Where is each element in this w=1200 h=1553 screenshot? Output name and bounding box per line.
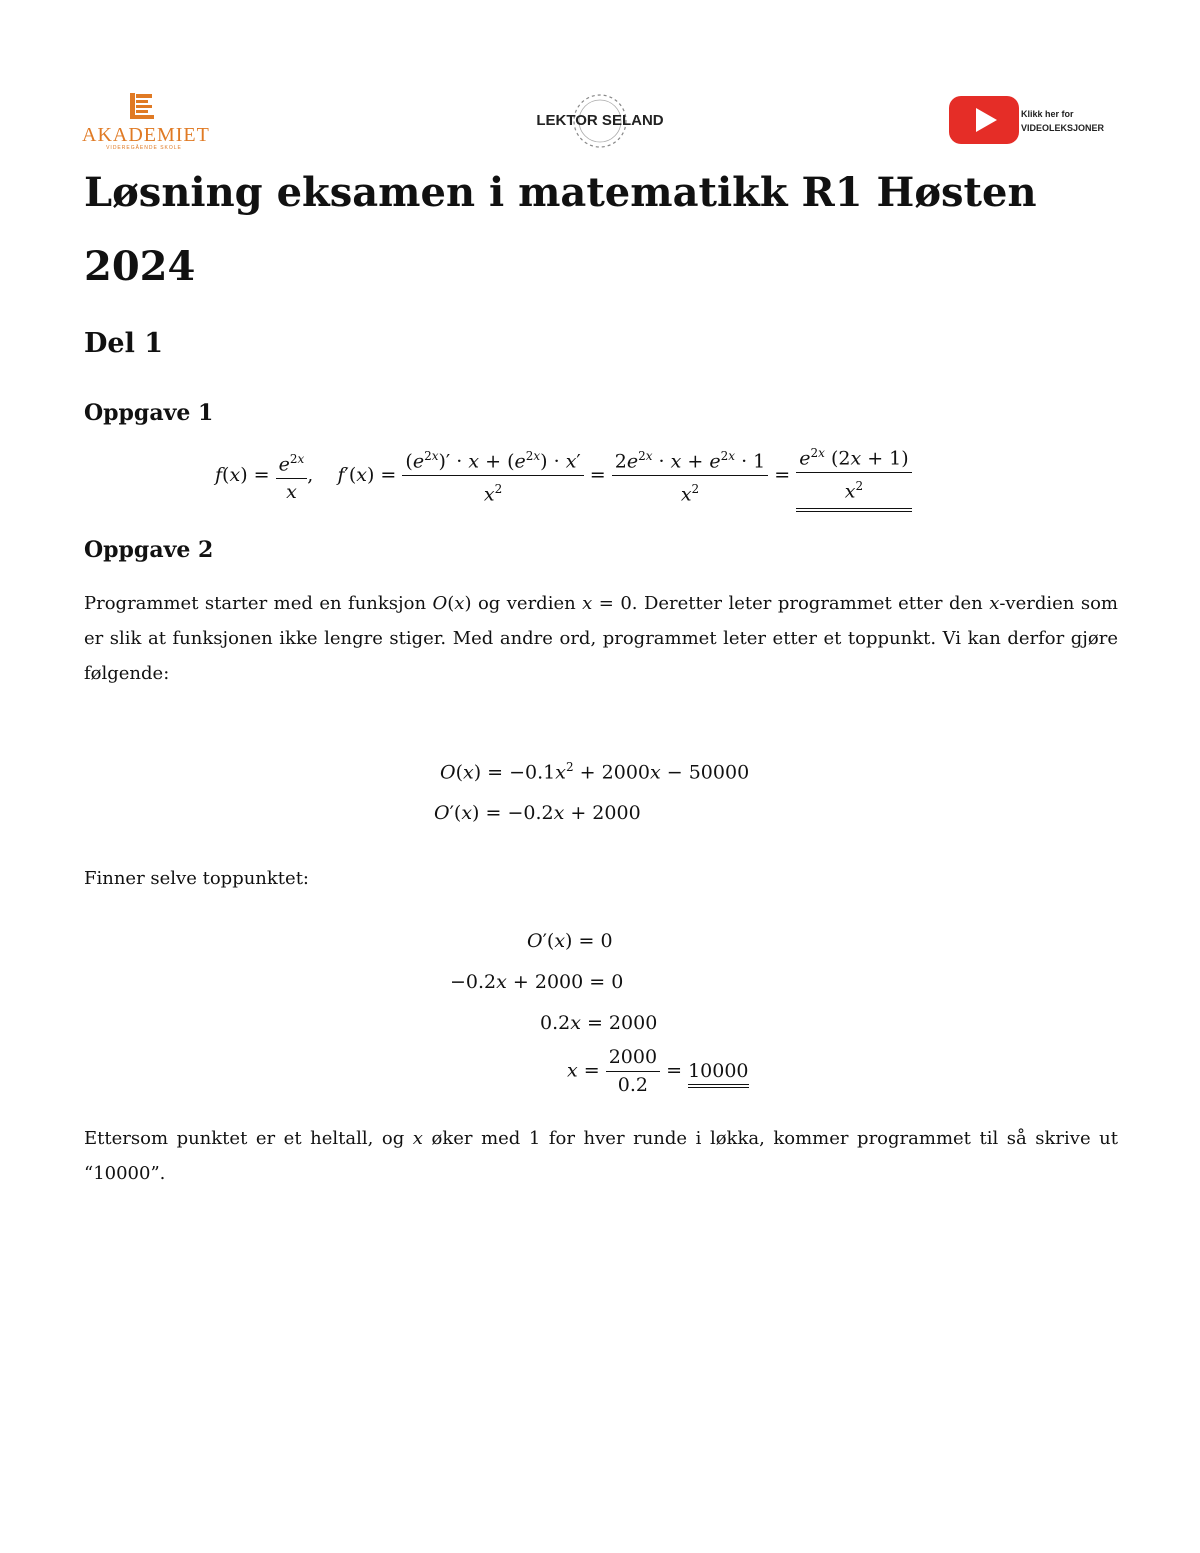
youtube-play-icon[interactable] [948, 95, 1020, 145]
find-top-text: Finner selve toppunktet: [84, 868, 309, 889]
video-link-line2[interactable]: VIDEOLEKSJONER [1021, 123, 1105, 133]
task1-derivative-equation: f(x) = $\frac{e^{2x}}{x}$ , f′(x) = $\frac{(e^{2x})' \cdot x + (e^{2x}) \cdot x'}{x^2}$ = $\frac{2e^{2x} \cdot x + e^{2x} \cdot 1}{x^2}$ = $\frac{e^{2x} (2x + 1)}{x^2}$ [215, 440, 912, 512]
akademiet-wordmark: AKADEMIET [82, 124, 210, 146]
video-link-text[interactable] [1021, 107, 1121, 135]
solve-step-4: x = $\frac{2000}{0.2}$ = 10000 [567, 1046, 749, 1096]
solve-step-2: −0.2x + 2000 = 0 [450, 971, 624, 993]
derivative-O-equation: O′(x) = −0.2x + 2000 [434, 802, 641, 824]
video-link-line1[interactable]: Klikk her for [1021, 109, 1074, 119]
akademiet-book-icon [128, 92, 158, 122]
task2-intro: Programmet starter med en funksjon O(x) og verdien x = 0. Deretter leter programmet etter den x-verdien som er slik at funksjonen ikke lengre stiger. Med andre ord, programmet leter etter et toppunkt. Vi kan derfor gjøre følgende: [84, 593, 1118, 684]
solve-step-1: O′(x) = 0 [527, 930, 613, 952]
akademiet-subtitle: VIDEREGÅENDE SKOLE [106, 145, 182, 151]
function-O-equation: $O(x) = -0.1x^2 + 2000x - 50000$ [440, 760, 750, 784]
solve-step-3: 0.2x = 2000 [540, 1012, 658, 1034]
video-lessons-link[interactable] [948, 95, 1118, 147]
lektor-seland-wordmark: LEKTOR SELAND [536, 112, 664, 129]
task1-heading: Oppgave 1 [84, 400, 214, 426]
task2-heading: Oppgave 2 [84, 537, 214, 563]
task2-answer: 10000 [688, 1060, 748, 1088]
page-title: Løsning eksamen i matematikk R1 Høsten 2024 [84, 169, 1037, 290]
task2-conclusion: Ettersom punktet er et heltall, og x øker med 1 for hver runde i løkka, kommer programmet til så skrive ut “10000”. [84, 1128, 1119, 1184]
akademiet-logo [82, 92, 210, 152]
task1-final-answer: $\frac{e^{2x} (2x + 1)}{x^2}$ [796, 440, 911, 512]
lektor-seland-logo [525, 92, 675, 150]
section-heading: Del 1 [84, 328, 164, 359]
